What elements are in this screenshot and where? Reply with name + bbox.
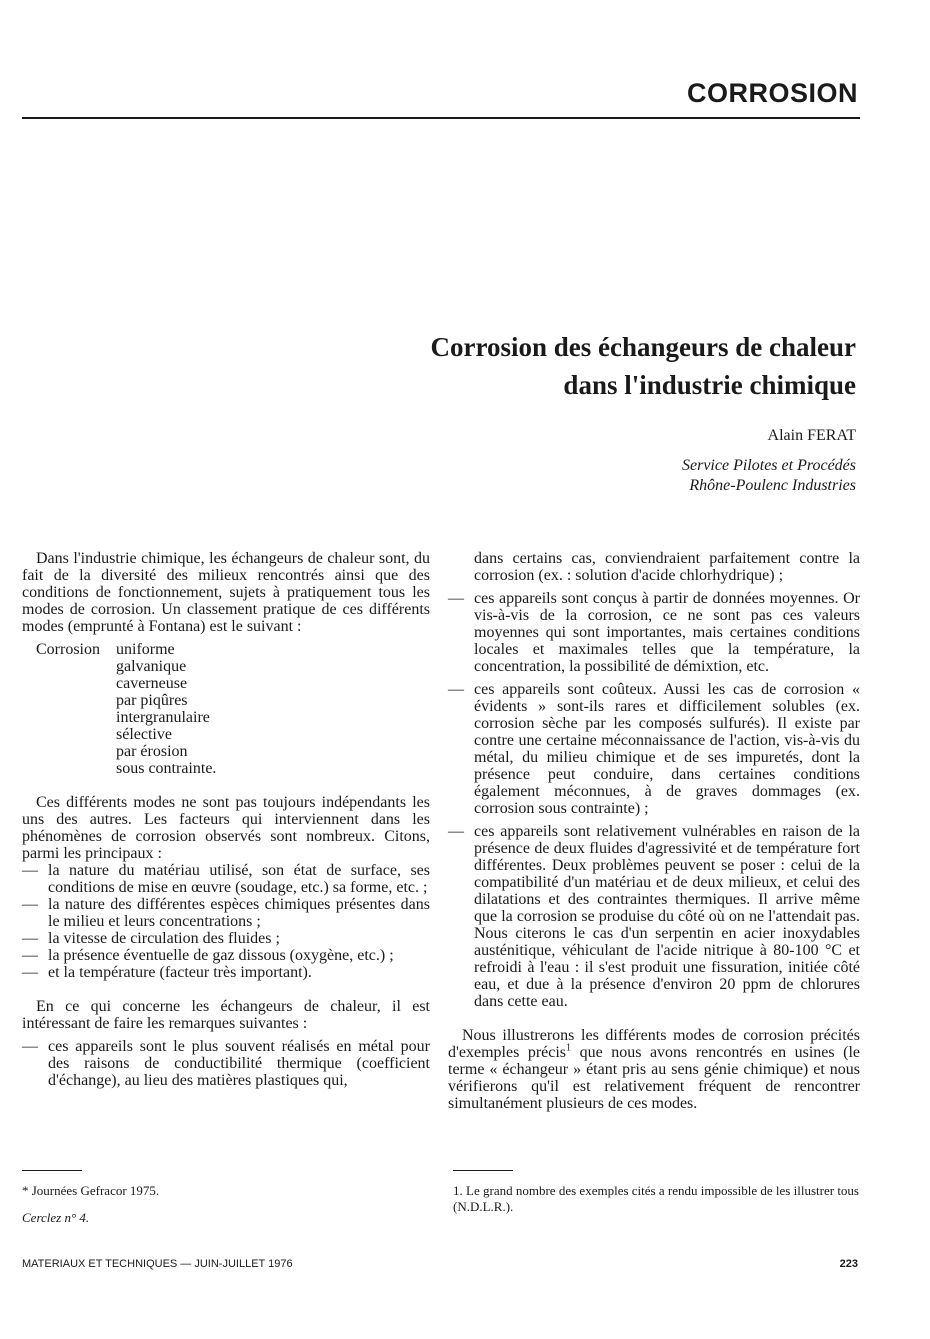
- intro-paragraph: Dans l'industrie chimique, les échangeurs de chaleur sont, du fait de la diversité des milieux rencontrés ainsi que des conditions de fonctionnement, sujets à pratiquement tous les modes de corrosion. Un classement pratique de ces différents modes (emprunté à Fontana) est le suivant :: [22, 550, 430, 635]
- remark-item: — ces appareils sont le plus souvent réalisés en métal pour des raisons de conductibilité thermique (coefficient d'échange), au lieu des matières plastiques qui,: [22, 1038, 430, 1089]
- remark-item: — ces appareils sont coûteux. Aussi les cas de corrosion « évidents » sont-ils rares et difficilement solubles (ex. corrosion sèche par les composés sulfurés). Il existe par contre une certaine méconnaissance de l'action, vis-à-vis du métal, du milieu chimique et de ses impuretés, dont la présence peut conduire, dans certaines conditions également méconnues, à de graves dommages (ex. corrosion sous contrainte) ;: [448, 681, 860, 817]
- article-title: [296, 328, 856, 404]
- page-number: 223: [839, 1258, 858, 1270]
- mode-item: par piqûres: [116, 692, 188, 709]
- author-affiliation: [682, 456, 856, 496]
- journal-footer: MATERIAUX ET TECHNIQUES — JUIN-JUILLET 1976: [22, 1258, 293, 1270]
- mode-item: intergranulaire: [116, 709, 210, 726]
- factor-item: — la vitesse de circulation des fluides ;: [22, 930, 430, 947]
- author-name: Alain FERAT: [767, 427, 856, 444]
- title-line-2: dans l'industrie chimique: [563, 370, 856, 400]
- remark-item: — ces appareils sont relativement vulnérables en raison de la présence de deux fluides d'agressivité et de température fort différentes. Deux problèmes peuvent se poser : celui de la compatibilité d'un matériau et de deux milieux, et celui des dilatations et des contraintes thermiques. Il arrive même que la corrosion se produise du côté où on ne l'attendait pas. Nous citerons le cas d'un serpentin en acier inoxydables austénitique, véhiculant de l'acide nitrique à 80-100 °C et refroidi à l'eau : il s'est produit une fissuration, initiée côté eau, et due à la présence d'environ 20 ppm de chlorures dans cette eau.: [448, 823, 860, 1010]
- footnote-rule-right: [453, 1170, 513, 1171]
- mode-item: uniforme: [116, 641, 175, 658]
- mode-item: galvanique: [116, 658, 187, 675]
- footnote-ref[interactable]: 1: [566, 1042, 572, 1054]
- conclusion-paragraph: Nous illustrerons les différents modes de corrosion précités d'exemples précis$^1$ que nous avons rencontrés en usines (le terme « échangeur » étant pris au sens génie chimique) et nous vérifierons qu'il est relativement fréquent de rencontrer simultanément plusieurs de ces modes.: [448, 1027, 861, 1112]
- factor-item: — la nature du matériau utilisé, son état de surface, ses conditions de mise en œuvre (soudage, etc.) sa forme, etc. ;: [22, 862, 430, 896]
- factor-item: — la présence éventuelle de gaz dissous (oxygène, etc.) ;: [22, 947, 430, 964]
- footnote-right-1: 1. Le grand nombre des exemples cités a rendu impossible de les illustrer tous (N.D.L.R.).: [453, 1183, 859, 1214]
- footnote-left-2: Cerclez n° 4.: [22, 1210, 90, 1225]
- affiliation-line-2: Rhône-Poulenc Industries: [689, 477, 856, 494]
- remark-continuation: dans certains cas, conviendraient parfaitement contre la corrosion (ex. : solution d'acide chlorhydrique) ;: [474, 550, 860, 584]
- factors-intro: Ces différents modes ne sont pas toujours indépendants les uns des autres. Les facteurs qui interviennent dans les phénomènes de corrosion observés sont nombreux. Citons, parmi les principaux :: [22, 794, 430, 862]
- remarks-intro: En ce qui concerne les échangeurs de chaleur, il est intéressant de faire les remarques suivantes :: [22, 998, 430, 1032]
- footnote-left-1: * Journées Gefracor 1975.: [22, 1183, 160, 1198]
- corrosion-modes-list: [22, 641, 430, 777]
- right-column: [448, 550, 860, 1112]
- mode-item: sélective: [116, 726, 172, 743]
- affiliation-line-1: Service Pilotes et Procédés: [682, 457, 856, 474]
- footnote-rule-left: [22, 1170, 82, 1171]
- section-label: CORROSION: [686, 78, 858, 108]
- left-column: [22, 550, 430, 1089]
- factor-item: — et la température (facteur très important).: [22, 964, 430, 981]
- mode-item: caverneuse: [116, 675, 188, 692]
- mode-item: sous contrainte.: [116, 760, 217, 777]
- mode-item: par érosion: [116, 743, 188, 760]
- modes-lead: Corrosion: [36, 641, 100, 658]
- remark-item: — ces appareils sont conçus à partir de données moyennes. Or vis-à-vis de la corrosion, ce ne sont pas ces valeurs moyennes qui sont importantes, mais certaines conditions locales et maximales telles que la température, la concentration, la possibilité de démixtion, etc.: [448, 590, 860, 675]
- header-rule: [22, 117, 860, 119]
- title-line-1: Corrosion des échangeurs de chaleur: [430, 332, 856, 362]
- factor-item: — la nature des différentes espèces chimiques présentes dans le milieu et leurs concentrations ;: [22, 896, 430, 930]
